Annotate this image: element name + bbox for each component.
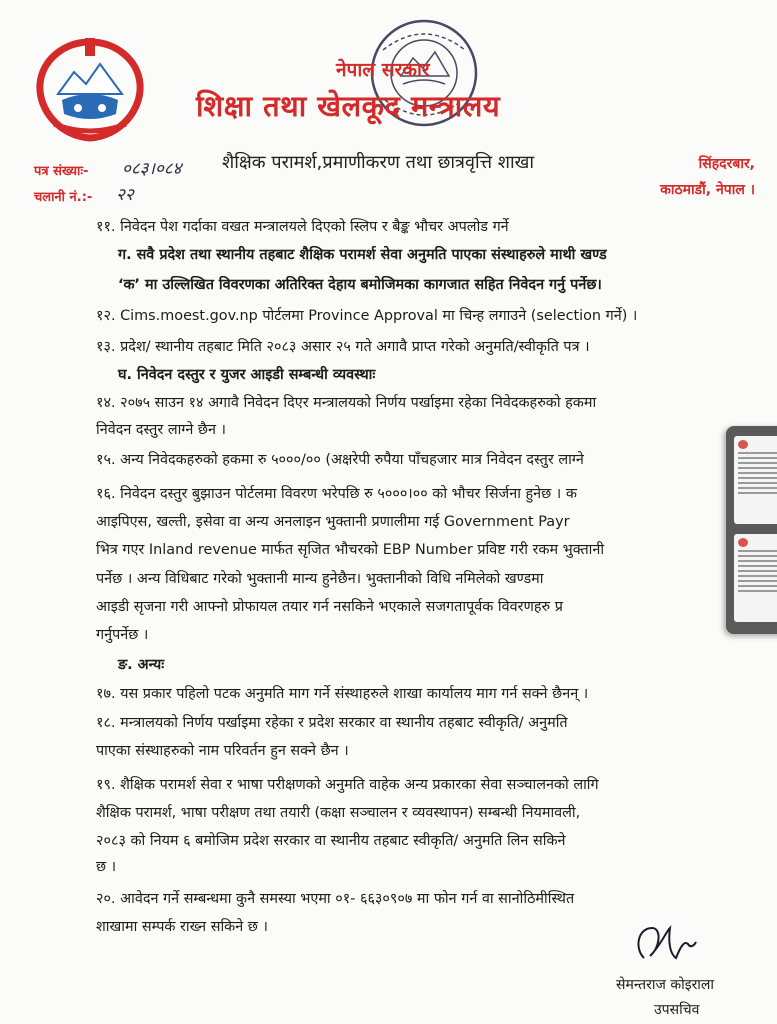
nepal-government-emblem	[34, 38, 146, 142]
signatory-title: उपसचिव	[654, 1002, 700, 1018]
handwritten-signature	[630, 918, 700, 974]
item-19-line2: शैक्षिक परामर्श, भाषा परीक्षण तथा तयारी (कक्षा सञ्चालन र व्यवस्थापन) सम्बन्धी नियमावली,	[96, 805, 581, 821]
section-gh-heading: घ. निवेदन दस्तुर र युजर आइडी सम्बन्धी व्यवस्थाः	[118, 367, 376, 383]
item-16-line6: गर्नुपर्नेछ ।	[96, 627, 149, 643]
item-14-line1: १४. २०७५ साउन १४ अगावै निवेदन दिएर मन्त्रालयको निर्णय पर्खाइमा रहेका निवेदकहरुको हकमा	[96, 395, 597, 411]
item-19-line1: १९. शैक्षिक परामर्श सेवा र भाषा परीक्षणको अनुमति वाहेक अन्य प्रकारका सेवा सञ्चालनको लागि	[96, 777, 599, 793]
letter-no-label: पत्र संख्याः-	[34, 164, 89, 179]
section-ng-heading: ङ. अन्यः	[118, 657, 165, 673]
dispatch-no-label: चलानी नं.:-	[34, 190, 93, 205]
signatory-name: सेमन्तराज कोइराला	[616, 977, 715, 993]
item-13: १३. प्रदेश/ स्थानीय तहबाट मिति २०८३ असार २५ गते अगावै प्राप्त गरेको अनुमति/स्वीकृति पत्र ।	[96, 339, 590, 355]
item-19-line3: २०८३ को नियम ६ बमोजिम प्रदेश सरकार वा स्थानीय तहबाट स्वीकृति/ अनुमति लिन सकिने	[96, 833, 566, 849]
item-18-line1: १८. मन्त्रालयको निर्णय पर्खाइमा रहेका र प्रदेश सरकार वा स्थानीय तहबाट स्वीकृति/ अनुमति	[96, 715, 568, 731]
item-16-line3: भित्र गएर Inland revenue मार्फत सृजित भौचरको EBP Number प्रविष्ट गरी रकम भुक्तानी	[96, 542, 605, 558]
item-11: ११. निवेदन पेश गर्दाका वखत मन्त्रालयले दिएको स्लिप र बैङ्क भौचर अपलोड गर्ने	[96, 219, 509, 235]
page-thumbnail-strip[interactable]	[726, 426, 777, 634]
item-20-line1: २०. आवेदन गर्ने सम्बन्धमा कुनै समस्या भएमा ०१- ६६३०९०७ मा फोन गर्न वा सानोठिमीस्थित	[96, 891, 575, 907]
dispatch-no-value: २२	[116, 185, 134, 205]
letter-no-value: ०८३।०८४	[122, 159, 182, 179]
address-line-1: सिंहदरबार,	[698, 156, 755, 172]
item-12: १२. Cims.moest.gov.np पोर्टलमा Province Approval मा चिन्ह लगाउने (selection गर्ने) ।	[96, 308, 638, 324]
item-16-line4: पर्नेछ । अन्य विधिबाट गरेको भुक्तानी मान्य हुनेछैन। भुक्तानीको विधि नमिलेको खण्डमा	[96, 571, 544, 587]
item-16-line1: १६. निवेदन दस्तुर बुझाउन पोर्टलमा विवरण भरेपछि रु ५०००।०० को भौचर सिर्जना हुनेछ । क	[96, 486, 577, 502]
page-thumbnail-2[interactable]	[734, 534, 777, 622]
item-15: १५. अन्य निवेदकहरुको हकमा रु ५०००/०० (अक्षरेपी रुपैया पाँचहजार मात्र निवेदन दस्तुर लाग्ने	[96, 452, 584, 468]
item-16-line5: आइडी सृजना गरी आफ्नो प्रोफायल तयार गर्न नसकिने भएकाले सजगतापूर्वक विवरणहरु प्र	[96, 599, 563, 615]
branch-name: शैक्षिक परामर्श,प्रमाणीकरण तथा छात्रवृत्ति शाखा	[222, 152, 535, 173]
item-14-line2: निवेदन दस्तुर लाग्ने छैन ।	[96, 422, 227, 438]
address-line-2: काठमाडौं, नेपाल ।	[660, 182, 755, 198]
government-name: नेपाल सरकार	[336, 59, 430, 81]
item-17: १७. यस प्रकार पहिलो पटक अनुमति माग गर्ने संस्थाहरुले शाखा कार्यालय माग गर्न सक्ने छैनन् ।	[96, 686, 589, 702]
section-g-line2: ‘क’ मा उल्लिखित विवरणका अतिरिक्त देहाय बमोजिमका कागजात सहित निवेदन गर्नु पर्नेछ।	[118, 277, 602, 293]
page-thumbnail-1[interactable]	[734, 436, 777, 524]
item-20-line2: शाखामा सम्पर्क राख्न सकिने छ ।	[96, 919, 268, 935]
ministry-title: शिक्षा तथा खेलकूद मन्त्रालय	[196, 89, 501, 123]
item-16-line2: आइपिएस, खल्ती, इसेवा वा अन्य अनलाइन भुक्तानी प्रणालीमा गई Government Payr	[96, 514, 570, 530]
section-g-line1: ग. सवै प्रदेश तथा स्थानीय तहबाट शैक्षिक परामर्श सेवा अनुमति पाएका संस्थाहरुले माथी खण्ड	[118, 247, 607, 263]
item-18-line2: पाएका संस्थाहरुको नाम परिवर्तन हुन सक्ने छैन ।	[96, 743, 349, 759]
item-19-line4: छ ।	[96, 859, 117, 875]
